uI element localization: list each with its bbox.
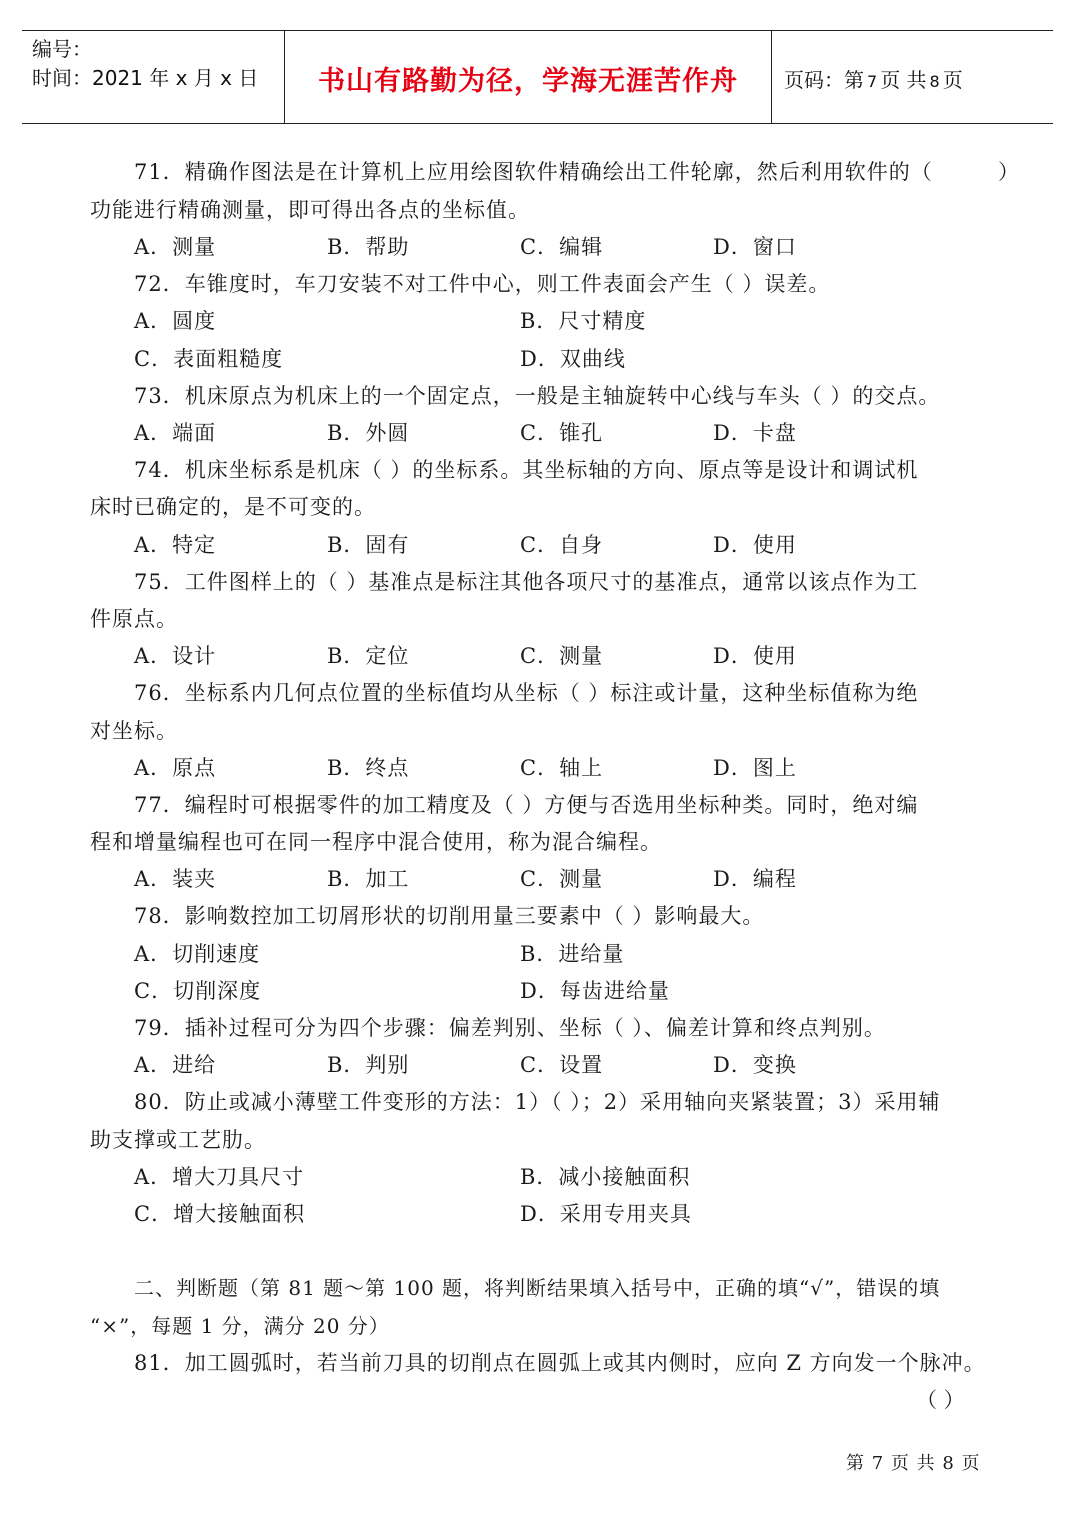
question-81-text: 81．加工圆弧时，若当前刀具的切削点在圆弧上或其内侧时，应向 Z 方向发一个脉冲。 — [134, 1351, 986, 1375]
question-71-text-cont: 功能进行精确测量，即可得出各点的坐标值。 — [90, 198, 530, 222]
option-b: B．尺寸精度 — [520, 309, 647, 333]
option-c: C．设置 — [520, 1053, 604, 1077]
option-d: D．使用 — [713, 644, 797, 668]
question-71-paren: ） — [998, 160, 1020, 184]
option-c: C．自身 — [520, 533, 604, 557]
option-b: B．减小接触面积 — [520, 1165, 691, 1189]
header-page-number — [784, 64, 963, 93]
option-d: D．变换 — [713, 1053, 797, 1077]
page-total: 8 — [929, 72, 940, 91]
option-c: C．测量 — [520, 867, 604, 891]
question-75-text: 75．工件图样上的（ ）基准点是标注其他各项尺寸的基准点，通常以该点作为工 — [134, 570, 919, 594]
header-motto: 书山有路勤为径，学海无涯苦作舟 — [318, 66, 738, 97]
question-72-text: 72．车锥度时，车刀安装不对工件中心，则工件表面会产生（ ）误差。 — [134, 272, 831, 296]
question-75-text-cont: 件原点。 — [90, 607, 178, 631]
question-71-text: 71．精确作图法是在计算机上应用绘图软件精确绘出工件轮廓，然后利用软件的（ — [134, 160, 933, 184]
option-a: A．设计 — [134, 644, 217, 668]
option-a: A．测量 — [134, 235, 217, 259]
option-d: D．双曲线 — [520, 347, 626, 371]
option-c: C．锥孔 — [520, 421, 604, 445]
page-suffix: 页 — [942, 68, 963, 92]
option-a: A．切削速度 — [134, 942, 261, 966]
option-a: A．端面 — [134, 421, 217, 445]
question-74-text: 74．机床坐标系是机床（ ）的坐标系。其坐标轴的方向、原点等是设计和调试机 — [134, 458, 919, 482]
option-c: C．增大接触面积 — [134, 1202, 306, 1226]
option-b: B．定位 — [327, 644, 410, 668]
section-2-heading-cont: “×”，每题 1 分，满分 20 分） — [90, 1314, 390, 1338]
option-b: B．加工 — [327, 867, 410, 891]
question-77-text: 77．编程时可根据零件的加工精度及（ ）方便与否选用坐标种类。同时，绝对编 — [134, 793, 919, 817]
option-b: B．外圆 — [327, 421, 410, 445]
option-b: B．判别 — [327, 1053, 410, 1077]
option-b: B．帮助 — [327, 235, 410, 259]
page-header — [22, 30, 1053, 124]
question-79-text: 79．插补过程可分为四个步骤：偏差判别、坐标（ ）、偏差计算和终点判别。 — [134, 1016, 886, 1040]
option-b: B．固有 — [327, 533, 410, 557]
section-2-heading: 二、判断题（第 81 题～第 100 题，将判断结果填入括号中，正确的填“√”，错误的填 — [134, 1276, 941, 1300]
question-76-text-cont: 对坐标。 — [90, 719, 178, 743]
option-a: A．圆度 — [134, 309, 217, 333]
page-mid: 页 共 — [880, 68, 927, 92]
question-80-text-cont: 助支撑或工艺肋。 — [90, 1128, 266, 1152]
question-73-text: 73．机床原点为机床上的一个固定点，一般是主轴旋转中心线与车头（ ）的交点。 — [134, 384, 941, 408]
option-c: C．表面粗糙度 — [134, 347, 284, 371]
page-footer: 第 7 页 共 8 页 — [846, 1453, 981, 1474]
option-c: C．测量 — [520, 644, 604, 668]
option-d: D．图上 — [713, 756, 797, 780]
option-d: D．窗口 — [713, 235, 797, 259]
header-meta — [32, 35, 282, 93]
page-current: 7 — [867, 72, 878, 91]
answer-blank: （ ） — [916, 1388, 965, 1412]
option-a: A．特定 — [134, 533, 217, 557]
option-d: D．每齿进给量 — [520, 979, 670, 1003]
option-b: B．进给量 — [520, 942, 625, 966]
question-77-text-cont: 程和增量编程也可在同一程序中混合使用，称为混合编程。 — [90, 830, 662, 854]
option-c: C．轴上 — [520, 756, 604, 780]
option-a: A．增大刀具尺寸 — [134, 1165, 305, 1189]
option-a: A．装夹 — [134, 867, 217, 891]
question-76-text: 76．坐标系内几何点位置的坐标值均从坐标（ ）标注或计量，这种坐标值称为绝 — [134, 681, 919, 705]
page-prefix: 页码：第 — [784, 68, 864, 92]
question-80-text: 80．防止或减小薄壁工件变形的方法：1）（ ）；2）采用轴向夹紧装置；3）采用辅 — [134, 1090, 941, 1114]
question-74-text-cont: 床时已确定的，是不可变的。 — [90, 495, 376, 519]
option-a: A．进给 — [134, 1053, 217, 1077]
option-d: D．使用 — [713, 533, 797, 557]
date-label: 时间：2021 年 x 月 x 日 — [32, 66, 259, 90]
option-a: A．原点 — [134, 756, 217, 780]
option-d: D．卡盘 — [713, 421, 797, 445]
option-c: C．切削深度 — [134, 979, 262, 1003]
option-b: B．终点 — [327, 756, 410, 780]
option-d: D．编程 — [713, 867, 797, 891]
question-78-text: 78．影响数控加工切屑形状的切削用量三要素中（ ）影响最大。 — [134, 904, 765, 928]
option-c: C．编辑 — [520, 235, 604, 259]
serial-label: 编号： — [32, 37, 92, 61]
header-divider — [771, 31, 772, 123]
option-d: D．采用专用夹具 — [520, 1202, 692, 1226]
